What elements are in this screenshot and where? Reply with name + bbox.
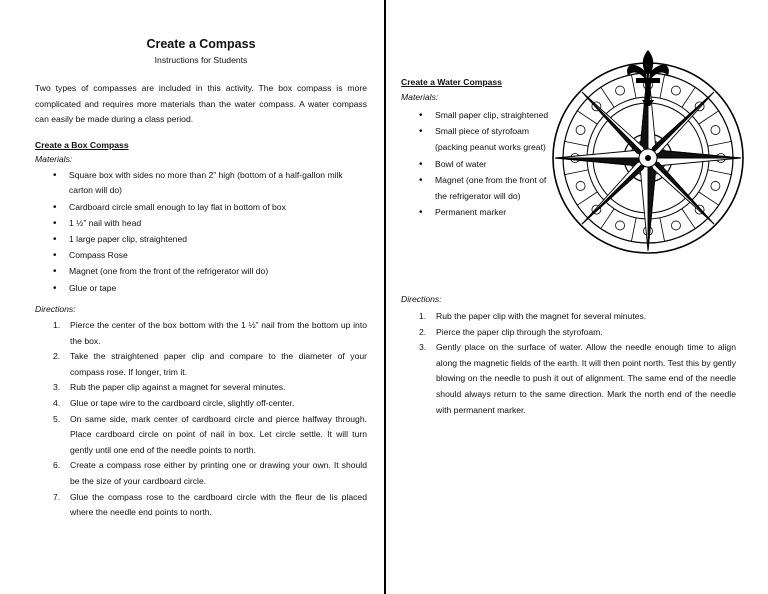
list-item: • 1 ½” nail with head <box>35 216 367 232</box>
band-ornament <box>711 181 720 190</box>
step-number: 2. <box>53 351 61 362</box>
list-item <box>35 318 367 349</box>
box-materials-list <box>35 168 367 296</box>
band-divider <box>601 87 614 107</box>
band-divider <box>699 111 719 124</box>
water-directions-label: Directions: <box>401 294 442 304</box>
page-title: Create a Compass <box>146 37 256 51</box>
list-item <box>401 325 736 341</box>
band-divider <box>660 218 665 242</box>
box-compass-heading: Create a Box Compass <box>35 139 129 150</box>
step-number: 4. <box>53 398 61 409</box>
list-item: • Bowl of water <box>401 157 556 173</box>
band-divider <box>708 141 732 146</box>
step-number: 3. <box>53 382 61 393</box>
step-text: Glue the compass rose to the cardboard circle with the fleur de lis placed where the needle end points to north. <box>70 491 367 518</box>
left-column <box>35 36 367 521</box>
band-divider <box>631 75 636 99</box>
water-directions-list <box>401 309 736 418</box>
band-ornament <box>671 86 680 95</box>
step-number: 1. <box>53 320 61 331</box>
water-compass-heading: Create a Water Compass <box>401 77 502 87</box>
list-item: • Small piece of styrofoam (packing peanut works great) <box>401 124 556 156</box>
list-item <box>35 490 367 521</box>
list-item: • Compass Rose <box>35 248 367 264</box>
list-item: • Square box with sides no more than 2” high (bottom of a half-gallon milk carton will do) <box>35 168 367 199</box>
water-materials-list <box>401 108 556 222</box>
list-item: • Permanent marker <box>401 205 556 221</box>
box-directions-label: Directions: <box>35 304 76 315</box>
list-item: • Cardboard circle small enough to lay flat in bottom of box <box>35 200 367 216</box>
list-item <box>35 458 367 489</box>
band-ornament <box>671 221 680 230</box>
step-number: 6. <box>53 460 61 471</box>
band-divider <box>682 209 695 229</box>
step-text: Rub the paper clip with the magnet for several minutes. <box>436 311 647 321</box>
step-number: 7. <box>53 491 61 502</box>
step-text: Create a compass rose either by printing one or drawing your own. It should be the size of your cardboard circle. <box>70 460 367 487</box>
band-divider <box>565 141 589 146</box>
band-ornament <box>576 181 585 190</box>
band-divider <box>708 170 732 175</box>
page-subtitle: Instructions for Students <box>154 55 248 65</box>
band-divider <box>577 192 597 205</box>
band-ornament <box>616 86 625 95</box>
step-text: Pierce the center of the box bottom with the 1 ½” nail from the bottom up into the box. <box>70 320 367 346</box>
step-text: Gently place on the surface of water. Allow the needle enough time to align along the magnetic fields of the earth. It will then point north. Test this by gently blowing on the needle to push it out of alignment. The same end of the needle should always return to the same direction. Mark the north end of the needle with permanent marker. <box>436 342 736 415</box>
intro-paragraph: Two types of compasses are included in this activity. The box compass is more complicated and requires more materials than the water compass. A water compass can easily be made during a class period. <box>35 83 367 125</box>
list-item <box>35 396 367 412</box>
step-text: Take the straightened paper clip and compare to the diameter of your compass rose. If longer, trim it. <box>70 351 367 377</box>
list-item <box>401 309 736 325</box>
box-materials-label: Materials: <box>35 153 73 164</box>
band-ornament <box>576 126 585 135</box>
compass-rose-icon <box>546 40 746 276</box>
list-item: • 1 large paper clip, straightened <box>35 232 367 248</box>
water-materials-label: Materials: <box>401 92 439 102</box>
band-divider <box>631 218 636 242</box>
step-number: 5. <box>53 413 61 424</box>
step-text: Pierce the paper clip through the styrofoam. <box>436 326 603 337</box>
band-divider <box>577 111 597 124</box>
step-number: 2. <box>419 326 427 337</box>
list-item <box>35 349 367 380</box>
step-text: Rub the paper clip against a magnet for several minutes. <box>70 382 286 393</box>
band-divider <box>699 192 719 205</box>
band-divider <box>601 209 614 229</box>
box-directions-list <box>35 318 367 521</box>
list-item: • Magnet (one from the front of the refrigerator will do) <box>35 264 367 280</box>
list-item: • Magnet (one from the front of the refrigerator will do) <box>401 173 556 205</box>
list-item <box>35 412 367 459</box>
step-number: 1. <box>419 311 427 321</box>
band-ornament <box>711 126 720 135</box>
step-text: On same side, mark center of cardboard circle and pierce halfway through. Place cardboard circle on point of nail in box. Let circle settle. It will turn gently until one end of the needle points to north. <box>70 413 367 455</box>
list-item <box>35 380 367 396</box>
list-item: • Small paper clip, straightened <box>401 108 556 124</box>
list-item <box>401 340 736 418</box>
list-item: • Glue or tape <box>35 281 367 297</box>
band-divider <box>682 87 695 107</box>
step-number: 3. <box>419 342 427 353</box>
band-ornament <box>616 221 625 230</box>
column-divider <box>384 0 386 594</box>
step-text: Glue or tape wire to the cardboard circle, slightly off-center. <box>70 398 295 409</box>
band-divider <box>565 170 589 175</box>
band-divider <box>660 75 665 99</box>
